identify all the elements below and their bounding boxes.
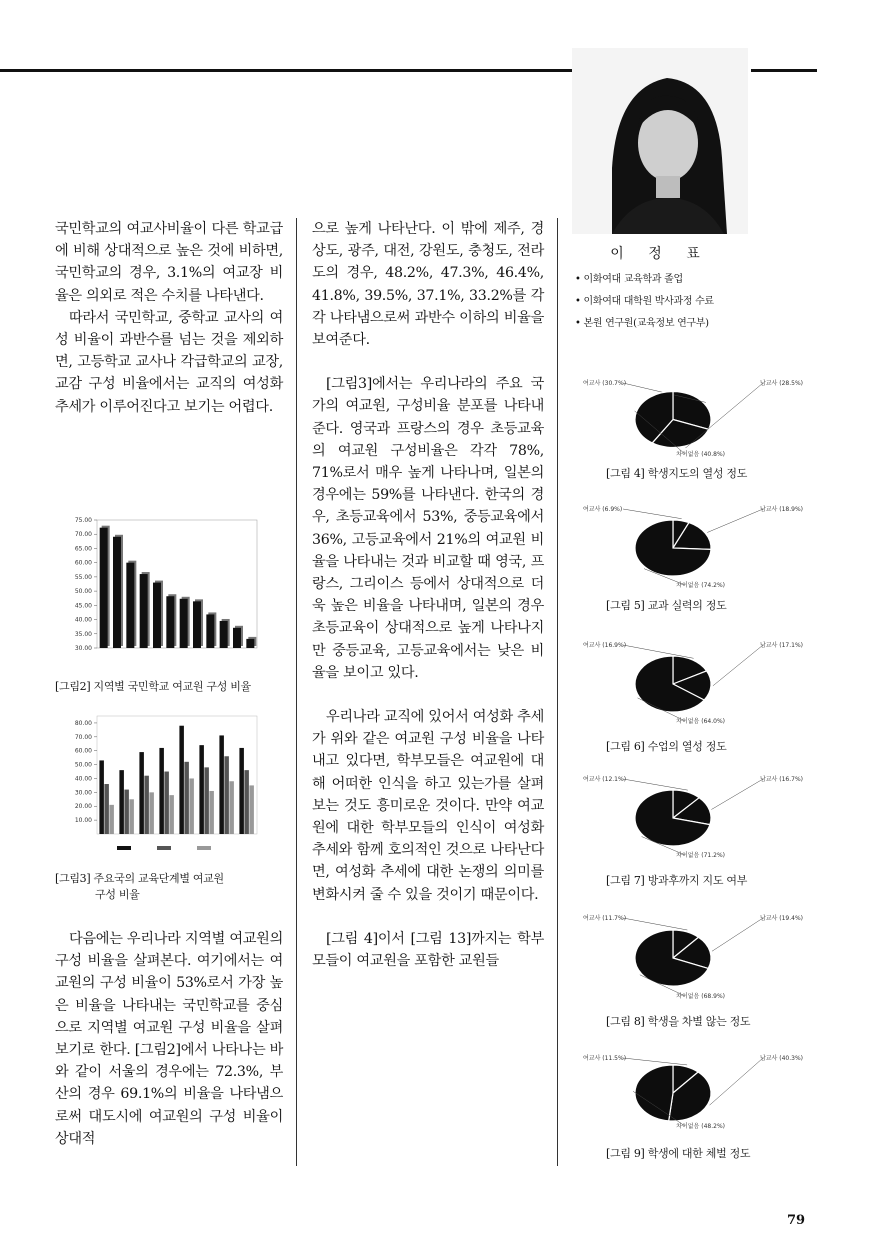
pie-label: 차이없음 (64.0%) — [676, 718, 725, 725]
bar — [233, 628, 241, 648]
pie-figure-7 — [575, 771, 805, 865]
pie-chart — [575, 1050, 805, 1132]
y-tick-label: 20.00 — [74, 803, 92, 811]
figure-3-caption-line-2: 구성 비율 — [95, 888, 140, 901]
page-number: 79 — [787, 1213, 806, 1228]
pie-label: 여교사 (30.7%) — [583, 380, 627, 387]
column-divider-2 — [557, 218, 558, 1166]
pie-figure-8 — [575, 910, 805, 1006]
bar — [219, 735, 224, 834]
pie-caption-5: [그림 5] 교과 실력의 정도 — [606, 599, 727, 612]
paragraph: [그림 4]이서 [그림 13]까지는 학부모들이 여교원을 포함한 교원들 — [312, 930, 544, 970]
bar — [246, 639, 254, 648]
legend-swatch — [197, 846, 211, 850]
pie-label: 차이없음 (68.9%) — [676, 993, 725, 1000]
pie-label: 차이없음 (40.8%) — [676, 451, 725, 458]
bar — [249, 785, 254, 834]
figure-2-caption: [그림2] 지역별 국민학교 여교원 구성 비율 — [55, 680, 251, 693]
figure-3 — [55, 708, 265, 902]
bar — [153, 583, 161, 648]
bar — [99, 760, 104, 834]
bar — [180, 599, 188, 648]
pie-leader-line — [710, 1058, 763, 1105]
legend-swatch — [117, 846, 131, 850]
y-tick-label: 45.00 — [74, 602, 92, 610]
pie-slice — [635, 1065, 673, 1121]
pie-label: 여교사 (16.9%) — [583, 642, 627, 649]
top-rule-right — [751, 69, 817, 72]
column-2 — [312, 218, 544, 972]
pie-figure-4 — [575, 375, 805, 464]
bar — [184, 762, 189, 834]
pie-leader-line — [707, 509, 763, 532]
pie-label: 여교사 (12.1%) — [583, 776, 627, 783]
bar — [239, 748, 244, 834]
y-tick-label: 65.00 — [74, 545, 92, 553]
pie-caption-7: [그림 7] 방과후까지 지도 여부 — [606, 874, 748, 887]
bar — [169, 795, 174, 834]
y-tick-label: 35.00 — [74, 630, 92, 638]
bar — [129, 799, 134, 834]
bar — [206, 614, 214, 648]
bar — [204, 767, 209, 834]
bar — [209, 791, 214, 834]
y-tick-label: 40.00 — [74, 775, 92, 783]
pie-chart — [575, 637, 805, 727]
bar — [104, 784, 109, 834]
pie-chart — [575, 375, 805, 460]
y-tick-label: 70.00 — [74, 733, 92, 741]
pie-leader-line — [623, 645, 694, 658]
bar — [149, 792, 154, 834]
y-tick-label: 70.00 — [74, 531, 92, 539]
author-credential-3: • 본원 연구원(교육정보 연구부) — [575, 318, 709, 329]
bar — [220, 621, 228, 648]
bar — [113, 537, 121, 648]
pie-label: 남교사 (18.9%) — [759, 506, 803, 513]
bar — [144, 776, 149, 834]
bar — [139, 752, 144, 834]
pie-label: 남교사 (16.7%) — [759, 776, 803, 783]
y-tick-label: 50.00 — [74, 761, 92, 769]
y-tick-label: 10.00 — [74, 817, 92, 825]
pie-caption-6: [그림 6] 수업의 열성 정도 — [606, 740, 727, 753]
pie-leader-line — [623, 509, 682, 519]
pie-caption-4: [그림 4] 학생지도의 열성 정도 — [606, 467, 748, 480]
bar — [140, 574, 148, 648]
y-tick-label: 30.00 — [74, 645, 92, 652]
figure-3-chart — [55, 708, 265, 858]
pie-label: 남교사 (17.1%) — [759, 642, 803, 649]
pie-figure-9 — [575, 1050, 805, 1136]
y-tick-label: 60.00 — [74, 559, 92, 567]
paragraph: [그림3]에서는 우리나라의 주요 국가의 여교원, 구성비율 분포를 나타내 준다. 영국과 프랑스의 경우 초등교육의 여교원 구성비율은 각각 78%, 71%로서 매우 높게 나타나며, 일본의 경우에는 59%를 나타낸다. 한국의 경우, 초등교육에서 53%, 중등교육에서 36%, 고등교육에서 21%의 여교원 비율을 나타내는 것과 비교할 때 영국, 프랑스, 그리이스 등에서 상대적으로 더욱 높은 비율을 나타내며, 일본의 경우 초등교육이 상대적으로 높게 나타나지만 중등교육, 고등교육에서는 낮은 비율을 보이고 있다. — [312, 376, 544, 681]
pie-leader-line — [623, 918, 687, 930]
paragraph: 따라서 국민학교, 중학교 교사의 여성 비율이 과반수를 넘는 것을 제외하면, 고등학교 교사나 각급학교의 교장, 교감 구성 비율에서는 교직의 여성화 추세가 이루어진다고 보기는 어렵다. — [55, 309, 283, 415]
paragraph: 우리나라 교직에 있어서 여성화 추세가 위와 같은 여교원 구성 비율을 나타내고 있다면, 학부모들은 여교원에 대해 어떠한 인식을 하고 있는가를 살펴보는 것도 흥미로운 것이다. 만약 여교원에 대한 학부모들의 인식이 여성화 추세와 함께 호의적인 것으로 나타난다면, 여성화 추세에 대한 논쟁의 의미를 변화시켜 줄 수 있을 것이기 때문이다. — [312, 709, 544, 903]
bar — [126, 563, 134, 648]
pie-leader-line — [711, 779, 763, 810]
figure-3-caption-line-1: [그림3] 주요국의 교육단계별 여교원 — [55, 872, 224, 885]
bar — [199, 745, 204, 834]
figure-2 — [55, 512, 265, 694]
bar — [166, 596, 174, 648]
author-credential-1: • 이화여대 교육학과 졸업 — [575, 274, 683, 285]
pie-leader-line — [623, 779, 688, 790]
bar — [164, 772, 169, 834]
pie-label: 여교사 (11.7%) — [583, 915, 627, 922]
pie-figure-5 — [575, 501, 805, 595]
bar — [193, 601, 201, 648]
y-tick-label: 80.00 — [74, 719, 92, 727]
pie-chart — [575, 771, 805, 861]
column-1-upper — [55, 218, 283, 418]
legend-swatch — [157, 846, 171, 850]
figure-2-chart — [55, 512, 265, 664]
bar — [100, 528, 108, 648]
paragraph: 국민학교의 여교사비율이 다른 학교급에 비해 상대적으로 높은 것에 비하면, 국민학교의 경우, 3.1%의 여교장 비율은 의외로 적은 수치를 나타낸다. — [55, 221, 283, 304]
pie-caption-8: [그림 8] 학생을 차별 않는 정도 — [606, 1015, 751, 1028]
paragraph: 다음에는 우리나라 지역별 여교원의 구성 비율을 살펴본다. 여기에서는 여교원의 구성 비율이 53%로서 가장 높은 비율을 나타내는 국민학교를 중심으로 지역별 여교원 구성 비율을 살펴보기로 한다. [그림2]에서 나타나는 바와 같이 서울의 경우에는 72.3%, 부산의 경우 69.1%의 비율을 나타냄으로써 대도시에 여교원의 구성 비율이 상대적 — [55, 931, 283, 1147]
bar — [224, 756, 229, 834]
y-tick-label: 30.00 — [74, 789, 92, 797]
pie-leader-line — [712, 918, 763, 951]
y-tick-label: 55.00 — [74, 573, 92, 581]
column-divider-1 — [296, 218, 297, 1166]
bar — [124, 790, 128, 834]
author-credential-2: • 이화여대 대학원 박사과정 수료 — [575, 296, 714, 307]
y-tick-label: 60.00 — [74, 747, 92, 755]
y-tick-label: 40.00 — [74, 616, 92, 624]
author-photo — [572, 48, 748, 234]
column-1-lower — [55, 928, 283, 1150]
y-tick-label: 75.00 — [74, 517, 92, 524]
pie-label: 차이없음 (48.2%) — [676, 1123, 725, 1130]
pie-caption-9: [그림 9] 학생에 대한 체벌 정도 — [606, 1147, 751, 1160]
pie-leader-line — [713, 645, 763, 686]
pie-label: 남교사 (19.4%) — [759, 915, 803, 922]
pie-label: 남교사 (28.5%) — [759, 380, 803, 387]
pie-label: 차이없음 (74.2%) — [676, 582, 725, 589]
pie-label: 여교사 (6.9%) — [583, 506, 623, 513]
pie-label: 여교사 (11.5%) — [583, 1055, 627, 1062]
pie-label: 차이없음 (71.2%) — [676, 852, 725, 859]
pie-chart — [575, 910, 805, 1002]
pie-figure-6 — [575, 637, 805, 731]
paragraph: 으로 높게 나타난다. 이 밖에 제주, 경상도, 광주, 대전, 강원도, 충청도, 전라도의 경우, 48.2%, 47.3%, 46.4%, 41.8%, 39.5%, 37.1%, 33.2%를 각각 나타냄으로써 과반수 이하의 비율을 보여준다. — [312, 221, 544, 349]
top-rule-left — [0, 69, 572, 72]
author-name: 이 정 표 — [610, 246, 710, 262]
bar — [119, 770, 124, 834]
bar — [179, 726, 184, 834]
bar — [109, 805, 114, 834]
y-tick-label: 50.00 — [74, 588, 92, 596]
bar — [159, 748, 164, 834]
pie-leader-line — [623, 1058, 687, 1065]
bar — [229, 781, 234, 834]
pie-label: 남교사 (40.3%) — [759, 1055, 803, 1062]
bar — [244, 770, 249, 834]
pie-chart — [575, 501, 805, 591]
bar — [189, 778, 194, 834]
